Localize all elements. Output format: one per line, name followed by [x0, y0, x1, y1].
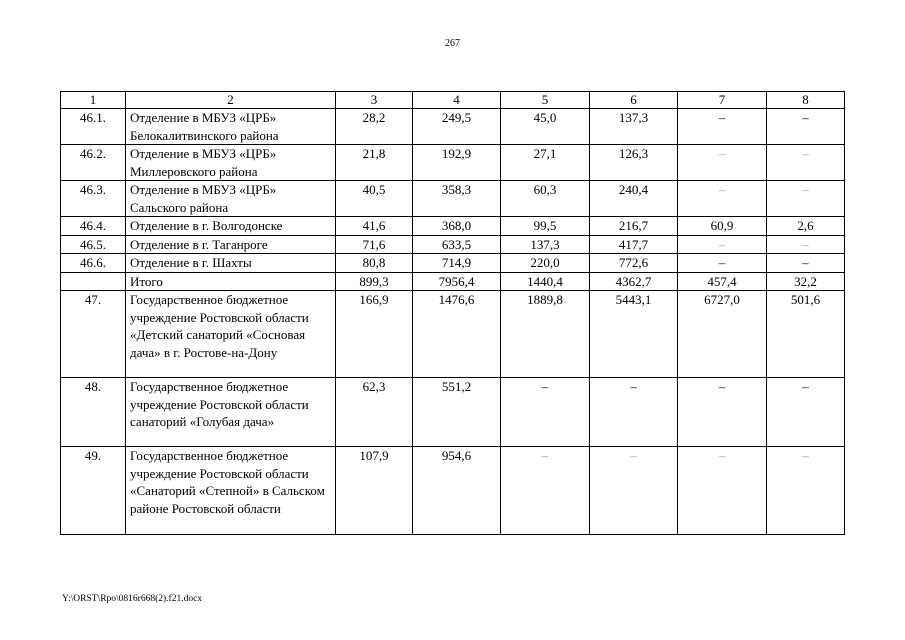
cell-value: – [767, 254, 845, 273]
cell-value: 21,8 [336, 145, 413, 181]
row-number: 49. [61, 447, 126, 535]
cell-value: 71,6 [336, 235, 413, 254]
row-number: 46.6. [61, 254, 126, 273]
row-name: Государственное бюджетное учреждение Ростовской области «Детский санаторий «Сосновая дача» в г. Ростове-на-Дону [126, 291, 336, 378]
cell-value: 714,9 [413, 254, 501, 273]
row-name: Отделение в г. Шахты [126, 254, 336, 273]
page-number: 267 [445, 38, 460, 49]
cell-value: – [678, 378, 767, 447]
cell-value: 166,9 [336, 291, 413, 378]
cell-value: – [767, 181, 845, 217]
row-name: Отделение в МБУЗ «ЦРБ» Белокалитвинского района [126, 109, 336, 145]
cell-value: – [678, 109, 767, 145]
table-row [61, 378, 845, 447]
cell-value: – [678, 181, 767, 217]
column-header: 4 [413, 92, 501, 109]
cell-value: – [678, 235, 767, 254]
cell-value: 1476,6 [413, 291, 501, 378]
cell-value: 249,5 [413, 109, 501, 145]
row-name: Государственное бюджетное учреждение Ростовской области санаторий «Голубая дача» [126, 378, 336, 447]
cell-value: 41,6 [336, 217, 413, 236]
row-name: Отделение в г. Волгодонске [126, 217, 336, 236]
cell-value: 6727,0 [678, 291, 767, 378]
cell-value: 137,3 [590, 109, 678, 145]
cell-value: 28,2 [336, 109, 413, 145]
cell-value: 192,9 [413, 145, 501, 181]
cell-value: – [590, 378, 678, 447]
table-row [61, 291, 845, 378]
cell-value: 4362,7 [590, 272, 678, 291]
cell-value: 772,6 [590, 254, 678, 273]
row-number: 46.5. [61, 235, 126, 254]
cell-value: 954,6 [413, 447, 501, 535]
table-row [61, 145, 845, 181]
cell-value: – [678, 447, 767, 535]
cell-value: 2,6 [767, 217, 845, 236]
row-name: Государственное бюджетное учреждение Ростовской области «Санаторий «Степной» в Сальском районе Ростовской области [126, 447, 336, 535]
column-header: 2 [126, 92, 336, 109]
cell-value: 358,3 [413, 181, 501, 217]
cell-value: 32,2 [767, 272, 845, 291]
row-name: Отделение в МБУЗ «ЦРБ» Сальского района [126, 181, 336, 217]
row-number: 48. [61, 378, 126, 447]
row-name: Отделение в г. Таганроге [126, 235, 336, 254]
row-name: Отделение в МБУЗ «ЦРБ» Миллеровского района [126, 145, 336, 181]
cell-value: 40,5 [336, 181, 413, 217]
row-number: 46.1. [61, 109, 126, 145]
cell-value: 5443,1 [590, 291, 678, 378]
cell-value: 551,2 [413, 378, 501, 447]
cell-value: 240,4 [590, 181, 678, 217]
cell-value: – [767, 378, 845, 447]
cell-value: 45,0 [501, 109, 590, 145]
row-number [61, 272, 126, 291]
table-row [61, 272, 845, 291]
cell-value: 27,1 [501, 145, 590, 181]
cell-value: 99,5 [501, 217, 590, 236]
cell-value: – [767, 235, 845, 254]
table-row [61, 181, 845, 217]
row-number: 46.2. [61, 145, 126, 181]
cell-value: 60,9 [678, 217, 767, 236]
table-row [61, 447, 845, 535]
cell-value: – [590, 447, 678, 535]
cell-value: – [767, 447, 845, 535]
cell-value: 7956,4 [413, 272, 501, 291]
cell-value: 368,0 [413, 217, 501, 236]
cell-value: 899,3 [336, 272, 413, 291]
file-path-footer: Y:\ORST\Rpo\0816r668(2).f21.docx [62, 594, 203, 604]
table-row [61, 254, 845, 273]
cell-value: 107,9 [336, 447, 413, 535]
cell-value: 633,5 [413, 235, 501, 254]
column-header: 1 [61, 92, 126, 109]
cell-value: 126,3 [590, 145, 678, 181]
cell-value: 501,6 [767, 291, 845, 378]
column-header: 8 [767, 92, 845, 109]
cell-value: – [678, 254, 767, 273]
cell-value: 457,4 [678, 272, 767, 291]
column-header: 7 [678, 92, 767, 109]
cell-value: 220,0 [501, 254, 590, 273]
row-number: 47. [61, 291, 126, 378]
cell-value: 80,8 [336, 254, 413, 273]
row-number: 46.4. [61, 217, 126, 236]
cell-value: 60,3 [501, 181, 590, 217]
row-name: Итого [126, 272, 336, 291]
table-row [61, 109, 845, 145]
header-row [61, 92, 845, 109]
cell-value: 216,7 [590, 217, 678, 236]
cell-value: – [501, 378, 590, 447]
cell-value: – [767, 145, 845, 181]
cell-value: 1440,4 [501, 272, 590, 291]
column-header: 3 [336, 92, 413, 109]
cell-value: – [678, 145, 767, 181]
table-row [61, 217, 845, 236]
cell-value: – [767, 109, 845, 145]
row-number: 46.3. [61, 181, 126, 217]
data-table [60, 91, 845, 535]
column-header: 5 [501, 92, 590, 109]
cell-value: 62,3 [336, 378, 413, 447]
column-header: 6 [590, 92, 678, 109]
cell-value: 417,7 [590, 235, 678, 254]
cell-value: 137,3 [501, 235, 590, 254]
table-row [61, 235, 845, 254]
cell-value: – [501, 447, 590, 535]
cell-value: 1889,8 [501, 291, 590, 378]
